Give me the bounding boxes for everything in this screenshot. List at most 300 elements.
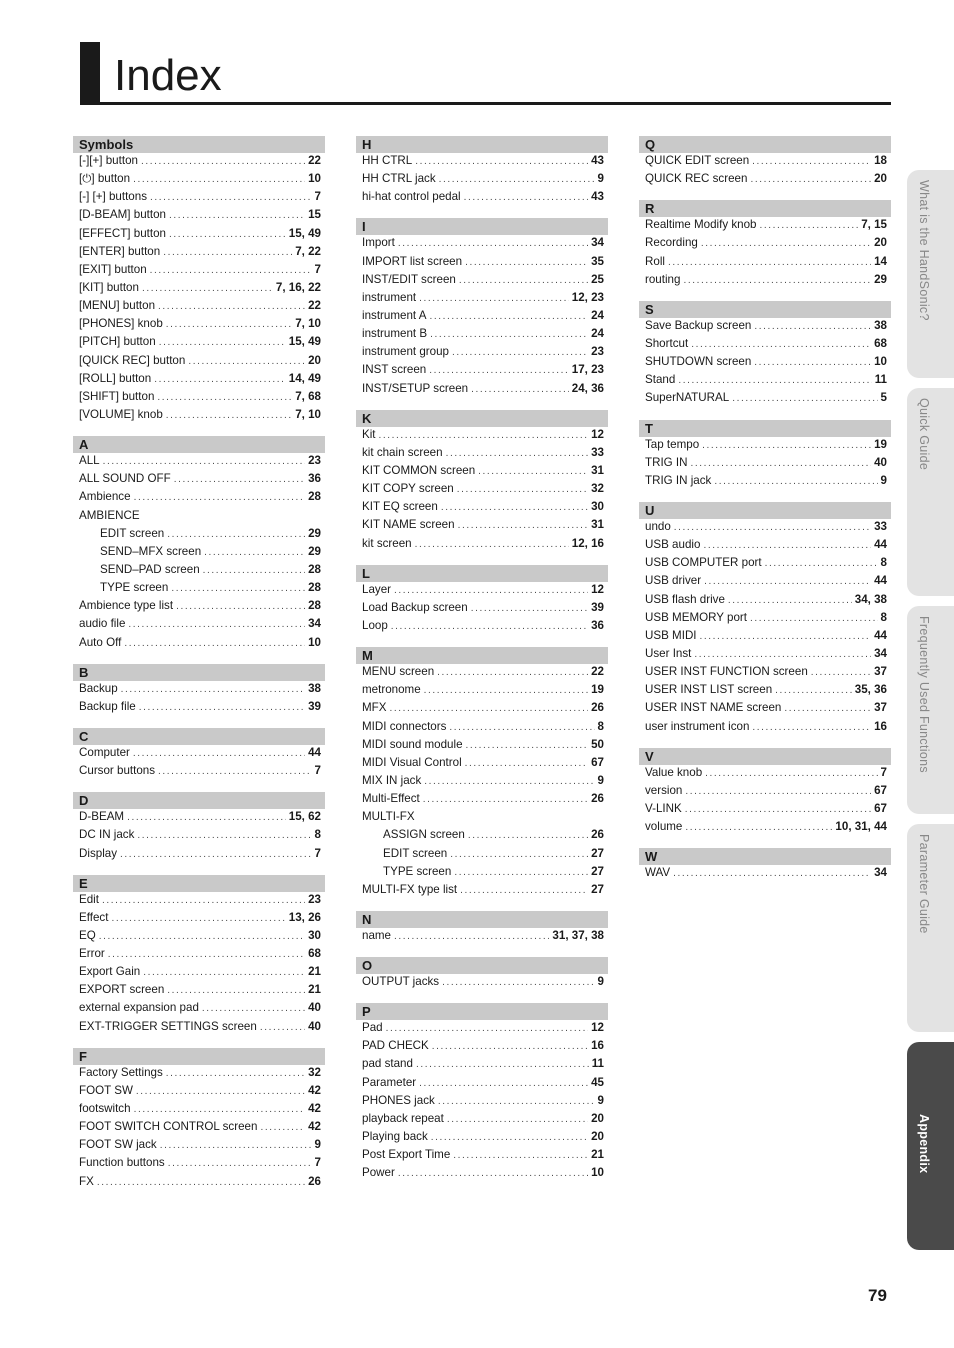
entry-pages[interactable]: 27 — [591, 882, 604, 896]
entry-pages[interactable]: 31 — [591, 463, 604, 477]
index-entry[interactable] — [73, 563, 325, 581]
index-entry[interactable] — [73, 983, 325, 1001]
index-entry[interactable] — [639, 218, 891, 236]
entry-pages[interactable]: 26 — [591, 792, 604, 806]
index-entry[interactable] — [356, 774, 608, 792]
entry-pages[interactable]: 12, 23 — [571, 290, 604, 304]
entry-term: User Inst — [645, 646, 692, 660]
entry-term: Cursor buttons — [79, 764, 156, 778]
index-entry[interactable] — [356, 382, 608, 400]
entry-pages[interactable]: 39 — [308, 699, 321, 713]
index-entry[interactable] — [73, 947, 325, 965]
entry-pages[interactable]: 18 — [874, 154, 887, 167]
entry-pages[interactable]: 24 — [591, 327, 604, 341]
index-entry[interactable] — [73, 1120, 325, 1138]
entry-pages[interactable]: 68 — [874, 336, 887, 350]
index-entry[interactable] — [639, 784, 891, 802]
entry-pages[interactable]: 7 — [880, 765, 887, 779]
index-entry[interactable] — [73, 408, 325, 426]
entry-pages[interactable]: 20 — [308, 353, 321, 367]
entry-pages[interactable]: 20 — [591, 1130, 604, 1144]
index-entry[interactable] — [356, 929, 608, 947]
section-heading: K — [356, 410, 608, 427]
index-entry[interactable] — [73, 746, 325, 764]
entry-term: IMPORT list screen — [362, 254, 463, 268]
index-entry[interactable] — [73, 281, 325, 299]
index-entry[interactable] — [356, 683, 608, 701]
index-entry[interactable] — [73, 617, 325, 635]
entry-pages[interactable]: 20 — [874, 172, 887, 186]
entry-pages[interactable]: 9 — [597, 975, 604, 989]
entry-pages[interactable]: 7 — [314, 190, 321, 204]
index-entry[interactable] — [73, 527, 325, 545]
entry-pages[interactable]: 34 — [591, 236, 604, 250]
entry-pages[interactable]: 31 — [591, 518, 604, 532]
entry-pages[interactable]: 25 — [591, 272, 604, 286]
index-entry[interactable] — [356, 619, 608, 637]
entry-pages[interactable]: 30 — [591, 500, 604, 514]
index-entry[interactable] — [356, 309, 608, 327]
index-entry[interactable] — [73, 682, 325, 700]
index-entry[interactable] — [73, 454, 325, 472]
index-entry[interactable] — [73, 1156, 325, 1174]
index-entry[interactable] — [73, 1175, 325, 1193]
dot-leader — [158, 766, 312, 777]
entry-pages[interactable]: 29 — [874, 272, 887, 286]
index-entry[interactable] — [356, 1166, 608, 1184]
entry-pages[interactable]: 7, 68 — [295, 389, 321, 403]
entry-pages[interactable]: 12 — [591, 1021, 604, 1035]
index-entry[interactable] — [356, 1112, 608, 1130]
index-entry[interactable] — [73, 335, 325, 353]
entry-pages[interactable]: 14, 49 — [288, 371, 321, 385]
index-entry[interactable] — [73, 1138, 325, 1156]
index-entry[interactable] — [356, 883, 608, 901]
entry-term: kit chain screen — [362, 445, 443, 459]
entry-pages[interactable]: 42 — [308, 1083, 321, 1097]
entry-term: KIT NAME screen — [362, 518, 455, 532]
index-entry[interactable] — [639, 172, 891, 190]
entry-pages[interactable]: 12, 16 — [571, 536, 604, 550]
entry-pages[interactable]: 10 — [308, 172, 321, 186]
index-entry[interactable] — [356, 810, 608, 828]
index-entry[interactable] — [73, 1102, 325, 1120]
entry-term: Multi-Effect — [362, 792, 420, 806]
index-entry[interactable] — [639, 820, 891, 838]
entry-pages[interactable]: 8 — [880, 556, 887, 570]
entry-pages[interactable]: 7, 10 — [295, 317, 321, 331]
index-entry[interactable] — [639, 683, 891, 701]
entry-pages[interactable]: 23 — [308, 892, 321, 906]
index-entry[interactable] — [356, 236, 608, 254]
entry-pages[interactable]: 27 — [591, 846, 604, 860]
entry-pages[interactable]: 20 — [591, 1111, 604, 1125]
index-entry[interactable] — [639, 154, 891, 172]
index-entry[interactable] — [73, 227, 325, 245]
index-entry[interactable] — [73, 828, 325, 846]
index-entry[interactable] — [73, 472, 325, 490]
index-entry[interactable] — [356, 1130, 608, 1148]
entry-pages[interactable]: 23 — [308, 454, 321, 468]
index-entry[interactable] — [73, 354, 325, 372]
index-entry[interactable] — [639, 438, 891, 456]
entry-pages[interactable]: 21 — [308, 965, 321, 979]
index-entry[interactable] — [639, 520, 891, 538]
index-entry[interactable] — [356, 1148, 608, 1166]
entry-term: MULTI-FX type list — [362, 882, 458, 896]
entry-pages[interactable]: 9 — [880, 473, 887, 487]
entry-pages[interactable]: 29 — [308, 544, 321, 558]
index-section — [356, 957, 608, 993]
index-entry[interactable] — [73, 893, 325, 911]
index-entry[interactable] — [356, 273, 608, 291]
index-entry[interactable] — [356, 601, 608, 619]
entry-term: EXT-TRIGGER SETTINGS screen — [79, 1019, 257, 1033]
index-section — [639, 200, 891, 291]
dot-leader — [424, 776, 594, 787]
entry-pages[interactable]: 35 — [591, 254, 604, 268]
index-entry[interactable] — [639, 611, 891, 629]
entry-pages[interactable]: 10 — [874, 355, 887, 369]
entry-pages[interactable]: 9 — [597, 172, 604, 186]
index-entry[interactable] — [73, 317, 325, 335]
entry-pages[interactable]: 8 — [880, 610, 887, 624]
entry-pages[interactable]: 33 — [874, 519, 887, 533]
index-entry[interactable] — [639, 538, 891, 556]
entry-pages[interactable]: 14 — [874, 254, 887, 268]
dot-leader — [700, 631, 872, 642]
entry-pages[interactable]: 38 — [874, 318, 887, 332]
entry-pages[interactable]: 36 — [308, 472, 321, 486]
entry-pages[interactable]: 24, 36 — [571, 381, 604, 395]
index-entry[interactable] — [356, 1057, 608, 1075]
index-entry[interactable] — [73, 299, 325, 317]
index-entry[interactable] — [356, 583, 608, 601]
index-entry[interactable] — [356, 847, 608, 865]
entry-pages[interactable]: 32 — [591, 482, 604, 496]
entry-pages[interactable]: 17, 23 — [571, 363, 604, 377]
index-section — [639, 420, 891, 492]
entry-pages[interactable]: 27 — [591, 864, 604, 878]
index-entry[interactable] — [356, 1021, 608, 1039]
entry-pages[interactable]: 44 — [874, 574, 887, 588]
index-entry[interactable] — [639, 629, 891, 647]
index-entry[interactable] — [356, 792, 608, 810]
index-entry[interactable] — [73, 390, 325, 408]
entry-pages[interactable]: 26 — [308, 1174, 321, 1188]
entry-term: [ENTER] button — [79, 244, 161, 258]
entry-pages[interactable]: 36 — [591, 618, 604, 632]
index-entry[interactable] — [356, 518, 608, 536]
index-entry[interactable] — [356, 345, 608, 363]
entry-pages[interactable]: 37 — [874, 701, 887, 715]
index-entry[interactable] — [73, 581, 325, 599]
entry-pages[interactable]: 9 — [597, 773, 604, 787]
entry-pages[interactable]: 39 — [591, 600, 604, 614]
entry-pages[interactable]: 7 — [314, 1156, 321, 1170]
entry-term: hi-hat control pedal — [362, 190, 461, 204]
entry-pages[interactable]: 21 — [591, 1148, 604, 1162]
dot-leader — [471, 603, 588, 614]
entry-pages[interactable]: 37 — [874, 665, 887, 679]
tab-appendix[interactable] — [907, 1042, 954, 1250]
dot-leader — [431, 1132, 588, 1143]
entry-term: [-][+] button — [79, 154, 138, 167]
index-entry[interactable] — [73, 810, 325, 828]
entry-pages[interactable]: 8 — [597, 719, 604, 733]
entry-term: routing — [645, 272, 681, 286]
entry-pages[interactable]: 7, 15 — [861, 218, 887, 232]
entry-pages[interactable]: 40 — [874, 455, 887, 469]
entry-term: USB MEMORY port — [645, 610, 748, 624]
index-entry[interactable] — [639, 337, 891, 355]
entry-pages[interactable]: 10, 31, 44 — [835, 820, 887, 834]
entry-pages[interactable]: 7, 16, 22 — [275, 280, 321, 294]
dot-leader — [465, 758, 588, 769]
index-entry[interactable] — [356, 363, 608, 381]
entry-pages[interactable]: 50 — [591, 737, 604, 751]
index-entry[interactable] — [356, 720, 608, 738]
entry-term: INST/EDIT screen — [362, 272, 456, 286]
entry-pages[interactable]: 23 — [591, 345, 604, 359]
dot-leader — [430, 329, 588, 340]
entry-pages[interactable]: 12 — [591, 582, 604, 596]
entry-pages[interactable]: 22 — [308, 299, 321, 313]
dot-leader — [471, 384, 569, 395]
index-entry[interactable] — [73, 190, 325, 208]
index-entry[interactable] — [73, 847, 325, 865]
entry-pages[interactable]: 7 — [314, 846, 321, 860]
dot-leader — [163, 247, 292, 258]
entry-term: [ROLL] button — [79, 371, 152, 385]
dot-leader — [450, 849, 588, 860]
index-entry[interactable] — [73, 764, 325, 782]
entry-pages[interactable]: 24 — [591, 308, 604, 322]
dot-leader — [166, 319, 292, 330]
index-entry[interactable] — [356, 975, 608, 993]
index-entry[interactable] — [356, 464, 608, 482]
entry-term: Recording — [645, 236, 698, 250]
index-entry[interactable] — [356, 1094, 608, 1112]
entry-term: PHONES jack — [362, 1093, 435, 1107]
index-entry[interactable] — [639, 574, 891, 592]
entry-pages[interactable]: 34 — [874, 646, 887, 660]
index-entry[interactable] — [73, 1066, 325, 1084]
index-entry[interactable] — [73, 154, 325, 172]
entry-pages[interactable]: 7 — [314, 262, 321, 276]
entry-pages[interactable]: 30 — [308, 928, 321, 942]
entry-pages[interactable]: 11 — [874, 373, 887, 387]
entry-pages[interactable]: 26 — [591, 828, 604, 842]
entry-pages[interactable]: 15, 62 — [288, 810, 321, 824]
section-heading: O — [356, 957, 608, 974]
index-entry[interactable] — [73, 372, 325, 390]
entry-term: Ambience — [79, 490, 131, 504]
entry-pages[interactable]: 13, 26 — [288, 910, 321, 924]
entry-pages[interactable]: 67 — [874, 783, 887, 797]
index-entry[interactable] — [356, 446, 608, 464]
entry-pages[interactable]: 15 — [308, 208, 321, 222]
index-entry[interactable] — [639, 273, 891, 291]
entry-pages[interactable]: 29 — [308, 526, 321, 540]
index-entry[interactable] — [356, 291, 608, 309]
tab-parameter-guide[interactable] — [907, 824, 954, 1032]
index-entry[interactable] — [639, 236, 891, 254]
entry-pages[interactable]: 43 — [591, 190, 604, 204]
index-entry[interactable] — [73, 700, 325, 718]
entry-pages[interactable]: 40 — [308, 1001, 321, 1015]
entry-pages[interactable]: 35, 36 — [854, 683, 887, 697]
index-entry[interactable] — [73, 599, 325, 617]
entry-pages[interactable]: 21 — [308, 983, 321, 997]
entry-pages[interactable]: 16 — [591, 1039, 604, 1053]
index-entry[interactable] — [73, 509, 325, 527]
index-entry[interactable] — [639, 391, 891, 409]
index-entry[interactable] — [356, 500, 608, 518]
index-entry[interactable] — [639, 665, 891, 683]
entry-pages[interactable]: 9 — [597, 1093, 604, 1107]
entry-pages[interactable]: 67 — [591, 755, 604, 769]
index-entry[interactable] — [73, 1001, 325, 1019]
entry-pages[interactable]: 22 — [308, 154, 321, 167]
tab-label: What is the HandSonic? — [917, 180, 931, 321]
entry-pages[interactable]: 9 — [314, 1138, 321, 1152]
entry-pages[interactable]: 34, 38 — [854, 592, 887, 606]
index-entry[interactable] — [73, 1020, 325, 1038]
entry-pages[interactable]: 19 — [591, 683, 604, 697]
index-entry[interactable] — [356, 428, 608, 446]
index-entry[interactable] — [356, 701, 608, 719]
index-entry[interactable] — [356, 1076, 608, 1094]
index-entry[interactable] — [356, 1039, 608, 1057]
entry-term: instrument group — [362, 345, 449, 359]
index-entry[interactable] — [356, 154, 608, 172]
entry-pages[interactable]: 34 — [308, 617, 321, 631]
index-entry[interactable] — [639, 701, 891, 719]
index-entry[interactable] — [639, 556, 891, 574]
entry-pages[interactable]: 68 — [308, 947, 321, 961]
entry-pages[interactable]: 28 — [308, 562, 321, 576]
index-entry[interactable] — [73, 911, 325, 929]
entry-pages[interactable]: 44 — [308, 745, 321, 759]
tab-quick-guide[interactable] — [907, 388, 954, 596]
index-entry[interactable] — [356, 482, 608, 500]
index-entry[interactable] — [639, 647, 891, 665]
index-entry[interactable] — [639, 474, 891, 492]
entry-pages[interactable]: 32 — [308, 1065, 321, 1079]
entry-pages[interactable]: 28 — [308, 599, 321, 613]
entry-pages[interactable]: 40 — [308, 1019, 321, 1033]
entry-pages[interactable]: 12 — [591, 427, 604, 441]
index-entry[interactable] — [356, 327, 608, 345]
entry-pages[interactable]: 33 — [591, 445, 604, 459]
index-entry[interactable] — [73, 490, 325, 508]
entry-pages[interactable]: 31, 37, 38 — [552, 928, 604, 942]
index-entry[interactable] — [356, 255, 608, 273]
entry-term: version — [645, 783, 683, 797]
index-entry[interactable] — [73, 208, 325, 226]
index-entry[interactable] — [639, 456, 891, 474]
index-entry[interactable] — [639, 766, 891, 784]
entry-pages[interactable]: 22 — [591, 665, 604, 679]
entry-pages[interactable]: 19 — [874, 437, 887, 451]
index-entry[interactable] — [639, 319, 891, 337]
index-entry[interactable] — [639, 593, 891, 611]
section-heading: M — [356, 647, 608, 664]
section-heading: R — [639, 200, 891, 217]
index-entry[interactable] — [356, 537, 608, 555]
entry-pages[interactable]: 44 — [874, 538, 887, 552]
index-entry[interactable] — [73, 263, 325, 281]
index-entry[interactable] — [639, 866, 891, 884]
entry-pages[interactable]: 38 — [308, 681, 321, 695]
dot-leader — [111, 913, 285, 924]
index-entry[interactable] — [356, 190, 608, 208]
index-entry[interactable] — [639, 355, 891, 373]
index-entry[interactable] — [73, 545, 325, 563]
entry-pages[interactable]: 28 — [308, 581, 321, 595]
index-entry[interactable] — [73, 172, 325, 190]
entry-pages[interactable]: 7, 22 — [295, 244, 321, 258]
entry-pages[interactable]: 15, 49 — [288, 335, 321, 349]
entry-pages[interactable]: 20 — [874, 236, 887, 250]
entry-pages[interactable]: 10 — [308, 635, 321, 649]
entry-pages[interactable]: 8 — [314, 828, 321, 842]
index-entry[interactable] — [73, 245, 325, 263]
entry-pages[interactable]: 42 — [308, 1102, 321, 1116]
entry-pages[interactable]: 44 — [874, 628, 887, 642]
entry-pages[interactable]: 5 — [880, 391, 887, 405]
entry-pages[interactable]: 45 — [591, 1075, 604, 1089]
entry-pages[interactable]: 7, 10 — [295, 407, 321, 421]
entry-pages[interactable]: 28 — [308, 490, 321, 504]
entry-pages[interactable]: 15, 49 — [288, 226, 321, 240]
entry-pages[interactable]: 10 — [591, 1166, 604, 1180]
index-entry[interactable] — [356, 738, 608, 756]
index-entry[interactable] — [356, 828, 608, 846]
dot-leader — [143, 967, 305, 978]
entry-pages[interactable]: 42 — [308, 1120, 321, 1134]
dot-leader — [466, 740, 589, 751]
index-section — [73, 728, 325, 782]
section-heading: B — [73, 664, 325, 681]
entry-pages[interactable]: 11 — [591, 1057, 604, 1071]
entry-pages[interactable]: 26 — [591, 701, 604, 715]
index-entry[interactable] — [73, 636, 325, 654]
entry-pages[interactable]: 67 — [874, 801, 887, 815]
index-entry[interactable] — [356, 665, 608, 683]
entry-term: TRIG IN jack — [645, 473, 712, 487]
index-entry[interactable] — [639, 720, 891, 738]
entry-pages[interactable]: 7 — [314, 764, 321, 778]
index-entry[interactable] — [73, 965, 325, 983]
entry-pages[interactable]: 16 — [874, 719, 887, 733]
index-entry[interactable] — [356, 865, 608, 883]
tab-frequently-used-functions[interactable] — [907, 606, 954, 814]
tab-what-is-handsonic[interactable] — [907, 170, 954, 378]
index-entry[interactable] — [356, 756, 608, 774]
index-entry[interactable] — [639, 802, 891, 820]
entry-term: Load Backup screen — [362, 600, 468, 614]
entry-pages[interactable]: 34 — [874, 866, 887, 880]
dot-leader — [108, 949, 305, 960]
index-entry[interactable] — [73, 1084, 325, 1102]
index-entry[interactable] — [356, 172, 608, 190]
entry-pages[interactable]: 43 — [591, 154, 604, 167]
index-entry[interactable] — [73, 929, 325, 947]
index-entry[interactable] — [639, 255, 891, 273]
index-entry[interactable] — [639, 373, 891, 391]
